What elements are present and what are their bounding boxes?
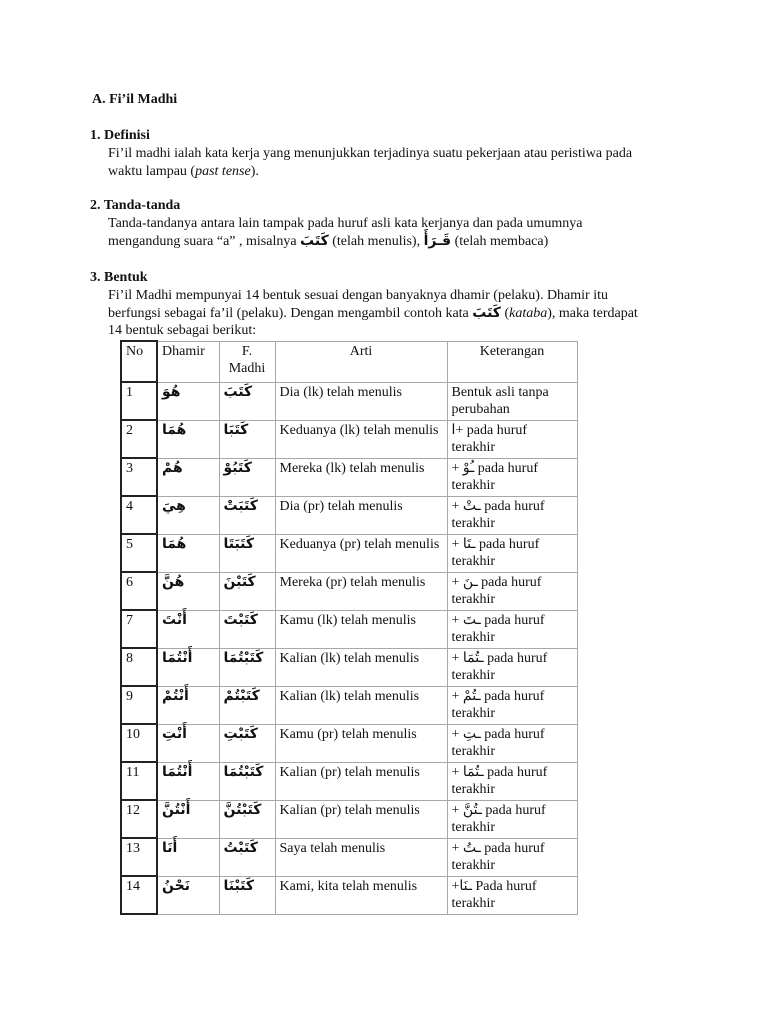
kataba-transliteration: kataba [509,305,548,321]
fmadhi-cell-arabic: كَتَبَ [223,383,253,400]
table-row [121,800,577,838]
fmadhi-cell [219,876,275,914]
row-number: 8 [121,648,157,686]
row-number: 10 [121,724,157,762]
keterangan-cell: Bentuk asli tanpa perubahan [447,382,577,420]
dhamir-cell [157,420,219,458]
dhamir-cell-arabic: هِيَ [162,497,186,514]
dhamir-cell-arabic: أَنْتِ [162,725,187,742]
dhamir-cell-arabic: أَنْتُمَا [162,649,193,666]
header-keterangan: Keterangan [447,341,577,382]
page-title: A. Fi’il Madhi [92,92,178,107]
section-heading-bentuk: 3. Bentuk [90,270,148,285]
dhamir-cell-arabic: أَنَا [162,839,178,856]
dhamir-cell [157,534,219,572]
keterangan-cell: + ـتَا pada huruf terakhir [447,534,577,572]
arti-cell: Kalian (lk) telah menulis [275,686,447,724]
dhamir-cell [157,496,219,534]
header-fmadhi: F. Madhi [219,341,275,382]
row-number: 5 [121,534,157,572]
fmadhi-cell [219,762,275,800]
fmadhi-cell [219,838,275,876]
row-number: 11 [121,762,157,800]
fmadhi-cell [219,610,275,648]
table-row [121,724,577,762]
keterangan-cell: + ـتَ pada huruf terakhir [447,610,577,648]
table-row [121,534,577,572]
tanda-line-1: Tanda-tandanya antara lain tampak pada huruf asli kata kerjanya dan pada umumnya [108,216,583,231]
fmadhi-cell-arabic: كَتَبَتَا [223,535,255,552]
dhamir-cell-arabic: أَنْتُنَّ [162,801,191,818]
bentuk-line-2: berfungsi sebagai fa’il (pelaku). Dengan mengambil contoh kata كَتَبَ (kataba), maka terdapat [108,304,638,321]
keterangan-cell: + ـتِ pada huruf terakhir [447,724,577,762]
tanda-paragraph [108,215,698,250]
dhamir-cell [157,572,219,610]
arabic-qaraa: قَـرَأَ [423,232,452,249]
dhamir-cell-arabic: أَنْتُمَا [162,763,193,780]
arti-cell: Mereka (pr) telah menulis [275,572,447,610]
keterangan-cell: + ـتُمَا pada huruf terakhir [447,762,577,800]
fmadhi-cell-arabic: كَتَبْنَا [223,877,255,894]
row-number: 4 [121,496,157,534]
arti-cell: Mereka (lk) telah menulis [275,458,447,496]
table-row [121,572,577,610]
table-row [121,496,577,534]
header-no: No [121,341,157,382]
row-number: 12 [121,800,157,838]
table-row [121,458,577,496]
table-row [121,648,577,686]
bentuk-line-3: 14 bentuk sebagai berikut: [108,323,257,338]
keterangan-cell: ا+ pada huruf terakhir [447,420,577,458]
fmadhi-cell-arabic: كَتَبْنَ [223,573,256,590]
keterangan-cell: + ـتْ pada huruf terakhir [447,496,577,534]
arabic-kataba-example: كَتَبَ [472,304,501,321]
arti-cell: Kalian (lk) telah menulis [275,648,447,686]
fmadhi-cell-arabic: كَتَبْتَ [223,611,258,628]
arti-cell: Kamu (pr) telah menulis [275,724,447,762]
tanda-line-2-mid: (telah menulis), [332,233,421,249]
bentuk-line-2-pre: berfungsi sebagai fa’il (pelaku). Dengan mengambil contoh kata [108,305,469,321]
fmadhi-cell [219,572,275,610]
dhamir-cell [157,458,219,496]
row-number: 3 [121,458,157,496]
dhamir-cell-arabic: هُوَ [162,383,181,400]
bentuk-line-2-post: ), maka terdapat [547,305,638,321]
dhamir-cell [157,610,219,648]
tanda-line-2-post: (telah membaca) [454,233,549,249]
fmadhi-cell-arabic: كَتَبْتُمَا [223,763,264,780]
dhamir-cell-arabic: هُمَا [162,535,187,552]
definisi-line-2-pre: waktu lampau ( [108,163,196,179]
definisi-line-2-post: ). [250,163,259,179]
arti-cell: Keduanya (pr) telah menulis [275,534,447,572]
dhamir-cell [157,762,219,800]
fmadhi-cell [219,496,275,534]
dhamir-cell-arabic: أَنْتَ [162,611,187,628]
dhamir-cell-arabic: هُنَّ [162,573,185,590]
arti-cell: Keduanya (lk) telah menulis [275,420,447,458]
dhamir-cell [157,838,219,876]
fmadhi-cell [219,800,275,838]
dhamir-cell [157,724,219,762]
arabic-kataba: كَتَبَ [300,232,329,249]
table-row [121,762,577,800]
dhamir-cell-arabic: أَنْتُمْ [162,687,189,704]
past-tense-term: past tense [195,163,251,179]
keterangan-cell: + ـُوْ pada huruf terakhir [447,458,577,496]
fmadhi-cell-arabic: كَتَبْتُمَا [223,649,264,666]
dhamir-cell-arabic: هُمْ [162,459,183,476]
arti-cell: Kalian (pr) telah menulis [275,800,447,838]
keterangan-cell: + ـتُنَّ pada huruf terakhir [447,800,577,838]
definisi-line-1: Fi’il madhi ialah kata kerja yang menunjukkan terjadinya suatu pekerjaan atau peristiwa pada [108,146,633,161]
definisi-line-2 [108,163,698,181]
table-row [121,876,577,914]
row-number: 1 [121,382,157,420]
keterangan-cell: + ـتُ pada huruf terakhir [447,838,577,876]
fmadhi-cell [219,648,275,686]
row-number: 9 [121,686,157,724]
fmadhi-cell [219,534,275,572]
keterangan-cell: + ـتُمْ pada huruf terakhir [447,686,577,724]
row-number: 13 [121,838,157,876]
fmadhi-cell [219,382,275,420]
row-number: 2 [121,420,157,458]
row-number: 6 [121,572,157,610]
table-header-row [121,341,577,382]
table-row [121,838,577,876]
dhamir-cell-arabic: نَحْنُ [162,877,190,894]
arti-cell: Kamu (lk) telah menulis [275,610,447,648]
table-row [121,420,577,458]
row-number: 7 [121,610,157,648]
section-heading-tanda: 2. Tanda-tanda [90,198,181,213]
dhamir-cell [157,800,219,838]
table-row [121,382,577,420]
definisi-paragraph [108,145,698,180]
fmadhi-cell [219,686,275,724]
table-row [121,610,577,648]
bentuk-paragraph [108,287,698,340]
tanda-line-2 [108,233,698,251]
tanda-line-2-pre: mengandung suara “a” , misalnya [108,233,297,249]
fmadhi-cell [219,458,275,496]
fmadhi-cell-arabic: كَتَبُوْ [223,459,252,476]
dhamir-cell-arabic: هُمَا [162,421,187,438]
keterangan-cell: + ـتُمَا pada huruf terakhir [447,648,577,686]
arti-cell: Dia (lk) telah menulis [275,382,447,420]
fiil-madhi-table [120,340,578,915]
fmadhi-cell-arabic: كَتَبْتُ [223,839,258,856]
keterangan-cell: +ـنَا Pada huruf terakhir [447,876,577,914]
header-dhamir: Dhamir [157,341,219,382]
arti-cell: Saya telah menulis [275,838,447,876]
fmadhi-cell-arabic: كَتَبْتُمْ [223,687,260,704]
fmadhi-cell [219,724,275,762]
row-number: 14 [121,876,157,914]
dhamir-cell [157,876,219,914]
fmadhi-cell [219,420,275,458]
table-body [121,382,577,914]
fmadhi-cell-arabic: كَتَبْتُنَّ [223,801,262,818]
header-arti: Arti [275,341,447,382]
dhamir-cell [157,686,219,724]
fmadhi-cell-arabic: كَتَبْتِ [223,725,258,742]
fmadhi-cell-arabic: كَتَبَا [223,421,249,438]
arti-cell: Kami, kita telah menulis [275,876,447,914]
dhamir-cell [157,382,219,420]
table-row [121,686,577,724]
section-heading-definisi: 1. Definisi [90,128,150,143]
dhamir-cell [157,648,219,686]
keterangan-cell: + ـنَ pada huruf terakhir [447,572,577,610]
arti-cell: Kalian (pr) telah menulis [275,762,447,800]
bentuk-line-1: Fi’il Madhi mempunyai 14 bentuk sesuai dengan banyaknya dhamir (pelaku). Dhamir itu [108,288,608,303]
fmadhi-cell-arabic: كَتَبَتْ [223,497,258,514]
arti-cell: Dia (pr) telah menulis [275,496,447,534]
